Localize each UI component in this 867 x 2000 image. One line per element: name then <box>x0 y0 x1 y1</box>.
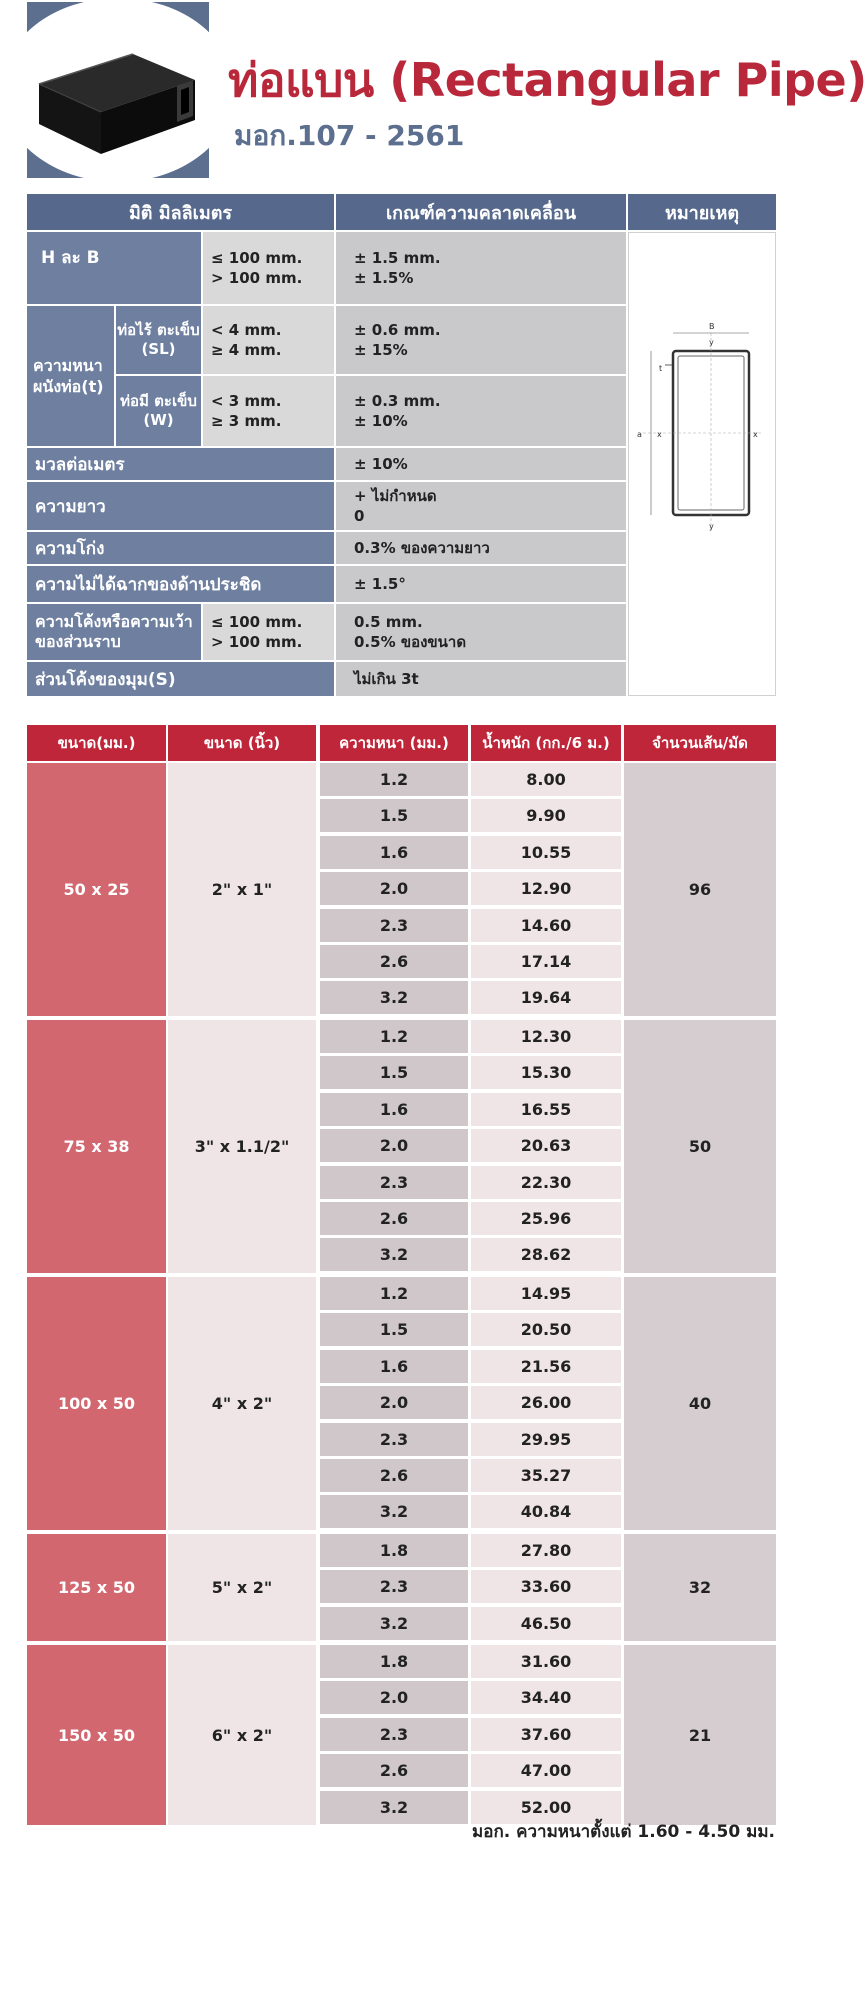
product-photo <box>27 2 209 178</box>
thickness-cell: 3.2 <box>320 1791 468 1824</box>
spec-header-remark: หมายเหตุ <box>628 194 776 230</box>
bundle-count-cell: 50 <box>624 1020 776 1273</box>
thickness-cell: 1.6 <box>320 1350 468 1383</box>
size-inch-cell: 6" x 2" <box>168 1645 316 1825</box>
cross-section-diagram <box>629 233 775 695</box>
spec-label-mass: มวลต่อเมตร <box>27 448 334 480</box>
thickness-cell: 2.0 <box>320 1386 468 1419</box>
weight-cell: 52.00 <box>471 1791 621 1824</box>
size-inch-cell: 4" x 2" <box>168 1277 316 1530</box>
diagram-label-x: x <box>657 430 662 439</box>
tol-line: ± 0.6 mm. <box>354 321 441 339</box>
spec-tol-seamless <box>336 306 626 374</box>
spec-header-tolerance: เกณฑ์ความคลาดเคลื่อน <box>336 194 626 230</box>
spec-label-thickness: ความหนา ผนังท่อ(t) <box>27 306 114 446</box>
size-inch-cell: 2" x 1" <box>168 763 316 1016</box>
weight-cell: 29.95 <box>471 1423 621 1456</box>
thickness-cell: 2.3 <box>320 1570 468 1603</box>
spec-label-bow: ความโก่ง <box>27 532 334 564</box>
range-line: < 4 mm. <box>211 321 282 339</box>
size-mm-cell: 100 x 50 <box>27 1277 166 1530</box>
thickness-cell: 2.0 <box>320 1681 468 1714</box>
spec-label-hb: H ละ B <box>27 232 201 304</box>
weight-cell: 40.84 <box>471 1495 621 1528</box>
thickness-cell: 1.5 <box>320 1056 468 1089</box>
range-line: ≥ 4 mm. <box>211 341 282 359</box>
weight-cell: 21.56 <box>471 1350 621 1383</box>
size-mm-cell: 125 x 50 <box>27 1534 166 1641</box>
size-mm-cell: 150 x 50 <box>27 1645 166 1825</box>
weight-cell: 17.14 <box>471 945 621 978</box>
product-header: จำนวนเส้น/มัด <box>624 725 776 761</box>
thickness-cell: 1.6 <box>320 836 468 869</box>
thickness-cell: 1.2 <box>320 1020 468 1053</box>
rectangular-pipe-image <box>27 2 209 178</box>
weight-cell: 19.64 <box>471 981 621 1014</box>
weight-cell: 16.55 <box>471 1093 621 1126</box>
footnote: มอก. ความหนาตั้งแต่ 1.60 - 4.50 มม. <box>472 1822 775 1842</box>
spec-header-dimension: มิติ มิลลิเมตร <box>27 194 334 230</box>
weight-cell: 22.30 <box>471 1166 621 1199</box>
thickness-cell: 2.3 <box>320 909 468 942</box>
diagram-label-a: a <box>637 430 642 439</box>
tol-line: 0.5 mm. <box>354 613 423 631</box>
range-line: > 100 mm. <box>211 633 303 651</box>
range-line: > 100 mm. <box>211 269 303 287</box>
size-mm-cell: 75 x 38 <box>27 1020 166 1273</box>
bundle-count-cell: 21 <box>624 1645 776 1825</box>
tol-line: ไม่เกิน 3t <box>354 670 419 688</box>
thickness-cell: 2.6 <box>320 945 468 978</box>
diagram-label-y-bottom: y <box>709 522 714 531</box>
product-header: ความหนา (มม.) <box>320 725 468 761</box>
thickness-cell: 2.3 <box>320 1718 468 1751</box>
thickness-cell: 1.6 <box>320 1093 468 1126</box>
weight-cell: 12.90 <box>471 872 621 905</box>
spec-tol-hb <box>336 232 626 304</box>
weight-cell: 12.30 <box>471 1020 621 1053</box>
weight-cell: 37.60 <box>471 1718 621 1751</box>
weight-cell: 8.00 <box>471 763 621 796</box>
thickness-cell: 3.2 <box>320 1238 468 1271</box>
thickness-cell: 1.8 <box>320 1534 468 1567</box>
tol-line: 0.5% ของขนาด <box>354 633 467 651</box>
page-title: ท่อแบน (Rectangular Pipe) <box>228 53 867 107</box>
spec-label-corner: ส่วนโค้งของมุม(S) <box>27 662 334 696</box>
weight-cell: 20.50 <box>471 1313 621 1346</box>
weight-cell: 31.60 <box>471 1645 621 1678</box>
spec-range-welded <box>203 376 334 446</box>
weight-cell: 20.63 <box>471 1129 621 1162</box>
diagram-label-b: B <box>709 322 715 331</box>
weight-cell: 33.60 <box>471 1570 621 1603</box>
bundle-count-cell: 40 <box>624 1277 776 1530</box>
spec-label-welded: ท่อมี ตะเข็บ (W) <box>116 376 201 446</box>
weight-cell: 25.96 <box>471 1202 621 1235</box>
size-mm-cell: 50 x 25 <box>27 763 166 1016</box>
weight-cell: 9.90 <box>471 799 621 832</box>
range-line: ≤ 100 mm. <box>211 249 303 267</box>
spec-label-concave: ความโค้งหรือความเว้า ของส่วนราบ <box>27 604 201 660</box>
product-header: ขนาด (นิ้ว) <box>168 725 316 761</box>
spec-range-concave <box>203 604 334 660</box>
spec-label-squareness: ความไม่ได้ฉากของด้านประชิด <box>27 566 334 602</box>
thickness-cell: 2.3 <box>320 1166 468 1199</box>
remark-cell <box>628 232 776 696</box>
size-inch-cell: 5" x 2" <box>168 1534 316 1641</box>
diagram-label-t: t <box>659 364 663 373</box>
weight-cell: 10.55 <box>471 836 621 869</box>
thickness-cell: 2.3 <box>320 1423 468 1456</box>
spec-tol-squareness <box>336 566 626 602</box>
weight-cell: 47.00 <box>471 1754 621 1787</box>
tol-line: ± 10% <box>354 412 408 430</box>
tol-line: ± 1.5 mm. <box>354 249 441 267</box>
thickness-cell: 1.5 <box>320 799 468 832</box>
weight-cell: 27.80 <box>471 1534 621 1567</box>
spec-tol-corner <box>336 662 626 696</box>
thickness-cell: 1.2 <box>320 1277 468 1310</box>
tol-line: 0 <box>354 507 365 525</box>
thickness-cell: 1.8 <box>320 1645 468 1678</box>
weight-cell: 15.30 <box>471 1056 621 1089</box>
weight-cell: 14.60 <box>471 909 621 942</box>
weight-cell: 34.40 <box>471 1681 621 1714</box>
weight-cell: 46.50 <box>471 1607 621 1640</box>
weight-cell: 35.27 <box>471 1459 621 1492</box>
diagram-label-x-right: x <box>753 430 758 439</box>
thickness-cell: 2.6 <box>320 1202 468 1235</box>
range-line: ≥ 3 mm. <box>211 412 282 430</box>
thickness-cell: 3.2 <box>320 1495 468 1528</box>
tol-line: ± 15% <box>354 341 408 359</box>
tol-line: ± 1.5° <box>354 575 406 593</box>
spec-range-seamless <box>203 306 334 374</box>
thickness-cell: 1.5 <box>320 1313 468 1346</box>
size-inch-cell: 3" x 1.1/2" <box>168 1020 316 1273</box>
spec-tol-length <box>336 482 626 530</box>
thickness-cell: 2.6 <box>320 1754 468 1787</box>
spec-tol-mass <box>336 448 626 480</box>
thickness-cell: 1.2 <box>320 763 468 796</box>
diagram-label-y-top: y <box>709 338 714 347</box>
tol-line: 0.3% ของความยาว <box>354 539 490 557</box>
bundle-count-cell: 32 <box>624 1534 776 1641</box>
thickness-cell: 3.2 <box>320 981 468 1014</box>
tol-line: ± 0.3 mm. <box>354 392 441 410</box>
thickness-cell: 2.6 <box>320 1459 468 1492</box>
tol-line: ± 10% <box>354 455 408 473</box>
spec-label-length: ความยาว <box>27 482 334 530</box>
tol-line: + ไม่กำหนด <box>354 487 437 505</box>
thickness-cell: 2.0 <box>320 872 468 905</box>
spec-tol-bow <box>336 532 626 564</box>
product-header: ขนาด(มม.) <box>27 725 166 761</box>
standard-number: มอก.107 - 2561 <box>234 119 465 152</box>
product-header: น้ำหนัก (กก./6 ม.) <box>471 725 621 761</box>
spec-tol-concave <box>336 604 626 660</box>
range-line: < 3 mm. <box>211 392 282 410</box>
thickness-cell: 3.2 <box>320 1607 468 1640</box>
range-line: ≤ 100 mm. <box>211 613 303 631</box>
weight-cell: 26.00 <box>471 1386 621 1419</box>
weight-cell: 28.62 <box>471 1238 621 1271</box>
thickness-cell: 2.0 <box>320 1129 468 1162</box>
tol-line: ± 1.5% <box>354 269 414 287</box>
spec-range-hb <box>203 232 334 304</box>
bundle-count-cell: 96 <box>624 763 776 1016</box>
spec-label-seamless: ท่อไร้ ตะเข็บ (SL) <box>116 306 201 374</box>
spec-tol-welded <box>336 376 626 446</box>
weight-cell: 14.95 <box>471 1277 621 1310</box>
